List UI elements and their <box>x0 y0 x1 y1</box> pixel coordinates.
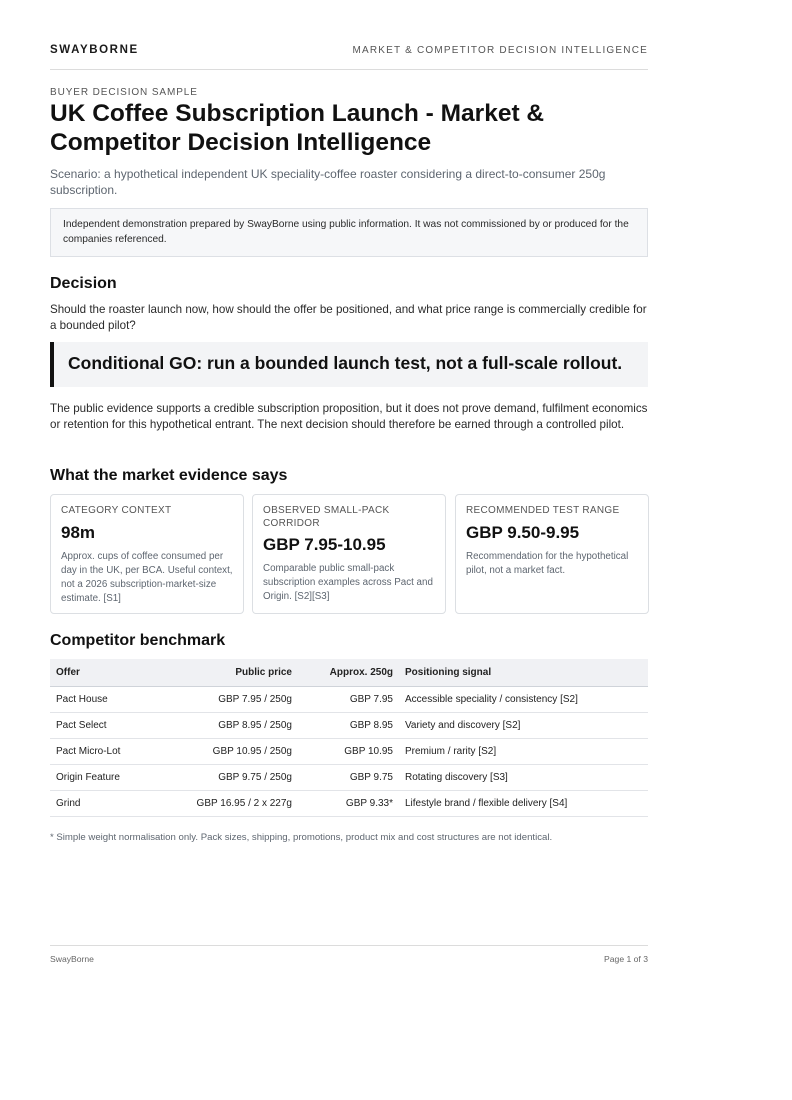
normalised-price-cell: GBP 8.95 <box>298 712 399 738</box>
column-header: Positioning signal <box>399 659 648 686</box>
price-cell: GBP 9.75 / 250g <box>170 764 298 790</box>
decision-question: Should the roaster launch now, how should the offer be positioned, and what price range is commercially credible for a bounded pilot? <box>50 303 647 332</box>
table-row <box>50 738 648 764</box>
price-cell: GBP 10.95 / 250g <box>170 738 298 764</box>
page-number: Page 1 of 3 <box>604 954 648 964</box>
normalised-price-cell: GBP 9.33* <box>298 790 399 816</box>
evidence-card-category <box>50 494 244 614</box>
table-header-row <box>50 659 648 686</box>
card-label: OBSERVED SMALL-PACK CORRIDOR <box>263 505 390 529</box>
table-row <box>50 790 648 816</box>
positioning-cell: Accessible speciality / consistency [S2] <box>399 686 648 712</box>
footer-brand: SwayBorne <box>50 954 94 964</box>
card-label: CATEGORY CONTEXT <box>61 505 172 516</box>
price-cell: GBP 16.95 / 2 x 227g <box>170 790 298 816</box>
page-header <box>50 42 648 70</box>
page-footer <box>50 945 648 964</box>
decision-rationale: The public evidence supports a credible subscription proposition, but it does not prove demand, fulfilment economics or retention for this hypothetical entrant. The next decision should therefore be earned through a controlled pilot. <box>50 402 648 431</box>
card-value: GBP 9.50-9.95 <box>466 522 580 542</box>
card-value: 98m <box>61 522 96 542</box>
table-row <box>50 764 648 790</box>
normalised-price-cell: GBP 9.75 <box>298 764 399 790</box>
column-header: Offer <box>50 659 170 686</box>
column-header: Approx. 250g <box>298 659 399 686</box>
eyebrow-label: BUYER DECISION SAMPLE <box>50 87 198 98</box>
brand-logo: SWAYBORNE <box>50 44 139 56</box>
page-title: UK Coffee Subscription Launch - Market & Competitor Decision Intelligence <box>50 100 545 156</box>
disclaimer-box: Independent demonstration prepared by SwayBorne using public information. It was not commissioned by or produced for the companies referenced. <box>50 208 648 257</box>
positioning-cell: Variety and discovery [S2] <box>399 712 648 738</box>
positioning-cell: Rotating discovery [S3] <box>399 764 648 790</box>
table-footnote: * Simple weight normalisation only. Pack sizes, shipping, promotions, product mix and cost structures are not identical. <box>50 832 553 843</box>
normalised-price-cell: GBP 7.95 <box>298 686 399 712</box>
benchmark-table <box>50 659 648 817</box>
card-description: Recommendation for the hypothetical pilot, not a market fact. <box>466 550 629 576</box>
scenario-text: Scenario: a hypothetical independent UK speciality-coffee roaster considering a direct-to-consumer 250g subscription. <box>50 167 606 197</box>
positioning-cell: Premium / rarity [S2] <box>399 738 648 764</box>
benchmark-heading: Competitor benchmark <box>50 632 226 649</box>
offer-cell: Origin Feature <box>50 764 170 790</box>
normalised-price-cell: GBP 10.95 <box>298 738 399 764</box>
decision-heading: Decision <box>50 275 117 292</box>
evidence-heading: What the market evidence says <box>50 467 288 484</box>
table-row <box>50 686 648 712</box>
offer-cell: Grind <box>50 790 170 816</box>
card-value: GBP 7.95-10.95 <box>263 535 386 554</box>
card-description: Comparable public small-pack subscription examples across Pact and Origin. [S2][S3] <box>263 563 433 602</box>
offer-cell: Pact House <box>50 686 170 712</box>
header-tagline: MARKET & COMPETITOR DECISION INTELLIGENCE <box>352 45 648 56</box>
price-cell: GBP 7.95 / 250g <box>170 686 298 712</box>
table-row <box>50 712 648 738</box>
price-cell: GBP 8.95 / 250g <box>170 712 298 738</box>
card-description: Approx. cups of coffee consumed per day in the UK, per BCA. Useful context, not a 2026 subscription-market-size estimate. [S1] <box>61 550 233 604</box>
column-header: Public price <box>170 659 298 686</box>
offer-cell: Pact Micro-Lot <box>50 738 170 764</box>
offer-cell: Pact Select <box>50 712 170 738</box>
card-label: RECOMMENDED TEST RANGE <box>466 505 620 516</box>
positioning-cell: Lifestyle brand / flexible delivery [S4] <box>399 790 648 816</box>
evidence-card-test-range <box>455 494 649 614</box>
verdict-callout <box>50 342 648 387</box>
evidence-card-corridor <box>252 494 446 614</box>
verdict-text: Conditional GO: run a bounded launch test, not a full-scale rollout. <box>68 353 623 373</box>
